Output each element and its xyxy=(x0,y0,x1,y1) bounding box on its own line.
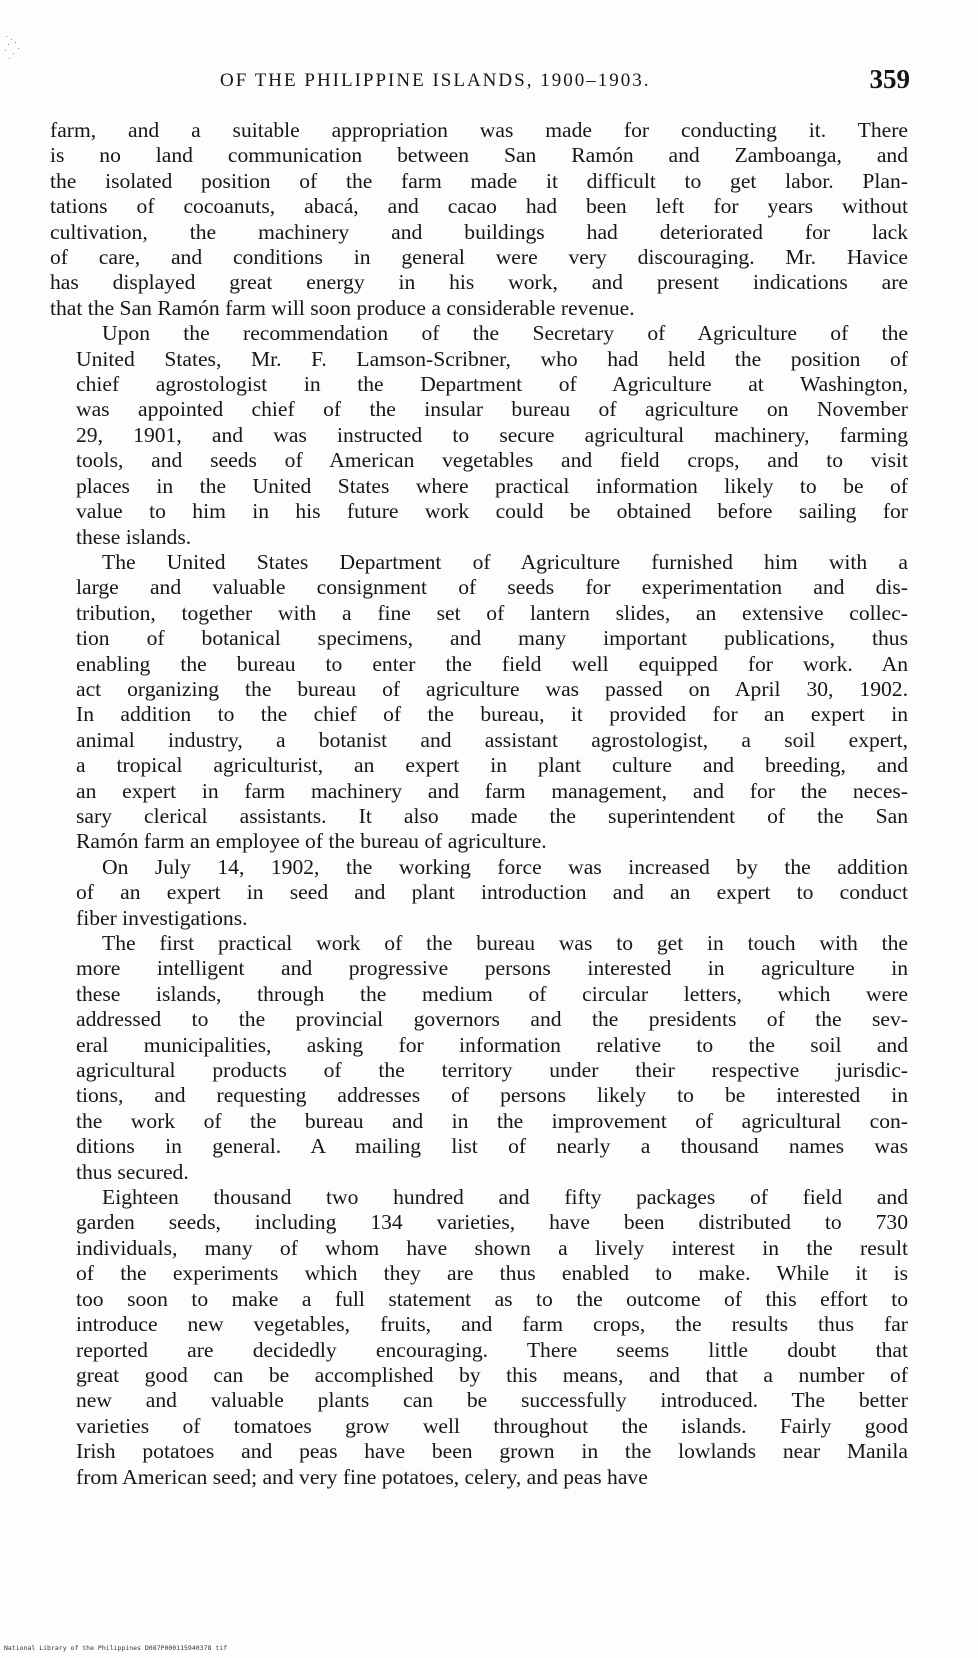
text-line: of the experiments which they are thus enabled to make. While it is xyxy=(76,1261,908,1286)
paragraph xyxy=(50,931,908,1185)
text-line: more intelligent and progressive persons interested in agriculture in xyxy=(76,956,908,981)
text-line: of care, and conditions in general were very discouraging. Mr. Havice xyxy=(50,245,908,270)
text-line: animal industry, a botanist and assistant agrostologist, a soil expert, xyxy=(76,727,908,752)
text-line: Upon the recommendation of the Secretary of Agriculture of the xyxy=(102,321,908,346)
text-line: too soon to make a full statement as to the outcome of this effort to xyxy=(76,1286,908,1311)
text-line: agricultural products of the territory under their respective jurisdic- xyxy=(76,1058,908,1083)
paragraph xyxy=(50,1185,908,1490)
text-line: eral municipalities, asking for information relative to the soil and xyxy=(76,1032,908,1057)
text-line: thus secured. xyxy=(76,1159,189,1184)
text-line: 29, 1901, and was instructed to secure agricultural machinery, farming xyxy=(76,422,908,447)
scan-artifact-specks xyxy=(4,34,24,64)
text-line: from American seed; and very fine potatoes, celery, and peas have xyxy=(76,1464,648,1489)
text-line: tion of botanical specimens, and many important publications, thus xyxy=(76,626,908,651)
text-line: large and valuable consignment of seeds for experimentation and dis- xyxy=(76,575,908,600)
text-line: chief agrostologist in the Department of Agriculture at Washington, xyxy=(76,372,908,397)
text-line: enabling the bureau to enter the field well equipped for work. An xyxy=(76,651,908,676)
text-line: ditions in general. A mailing list of nearly a thousand names was xyxy=(76,1134,908,1159)
text-line: these islands, through the medium of circular letters, which were xyxy=(76,981,908,1006)
page-header xyxy=(50,64,910,100)
text-line: In addition to the chief of the bureau, it provided for an expert in xyxy=(76,702,908,727)
text-line: addressed to the provincial governors and the presidents of the sev- xyxy=(76,1007,908,1032)
text-line: United States, Mr. F. Lamson-Scribner, who had held the position of xyxy=(76,346,908,371)
text-line: Irish potatoes and peas have been grown in the lowlands near Manila xyxy=(76,1439,908,1464)
text-line: of an expert in seed and plant introduction and an expert to conduct xyxy=(76,880,908,905)
page-number: 359 xyxy=(869,64,910,94)
paragraph xyxy=(50,321,908,550)
text-line: The United States Department of Agriculture furnished him with a xyxy=(102,549,908,574)
text-line: farm, and a suitable appropriation was made for conducting it. There xyxy=(50,118,908,142)
text-line: varieties of tomatoes grow well throughout the islands. Fairly good xyxy=(76,1413,908,1438)
paragraph xyxy=(50,550,908,855)
text-line: The first practical work of the bureau was to get in touch with the xyxy=(102,931,908,955)
text-line: reported are decidedly encouraging. There seems little doubt that xyxy=(76,1337,908,1362)
text-line: cultivation, the machinery and buildings had deteriorated for lack xyxy=(50,219,908,244)
text-line: On July 14, 1902, the working force was increased by the addition xyxy=(102,854,908,879)
text-line: tools, and seeds of American vegetables and field crops, and to visit xyxy=(76,448,908,473)
paragraph xyxy=(50,118,908,321)
text-line: great good can be accomplished by this means, and that a number of xyxy=(76,1362,908,1387)
text-line: that the San Ramón farm will soon produce a considerable revenue. xyxy=(50,295,635,320)
text-line: tribution, together with a fine set of lantern slides, an extensive collec- xyxy=(76,600,908,625)
text-line: an expert in farm machinery and farm management, and for the neces- xyxy=(76,778,908,803)
text-line: the isolated position of the farm made it difficult to get labor. Plan- xyxy=(50,168,908,193)
text-line: garden seeds, including 134 varieties, have been distributed to 730 xyxy=(76,1210,908,1235)
text-line: is no land communication between San Ramón and Zamboanga, and xyxy=(50,143,908,168)
text-line: a tropical agriculturist, an expert in plant culture and breeding, and xyxy=(76,753,908,778)
running-head: OF THE PHILIPPINE ISLANDS, 1900–1903. xyxy=(220,70,651,91)
paragraph xyxy=(50,855,908,931)
text-line: sary clerical assistants. It also made the superintendent of the San xyxy=(76,803,908,828)
text-line: value to him in his future work could be obtained before sailing for xyxy=(76,499,908,524)
body-text xyxy=(50,118,908,1490)
text-line: tations of cocoanuts, abacá, and cacao had been left for years without xyxy=(50,194,908,219)
text-line: these islands. xyxy=(76,524,192,549)
text-line: new and valuable plants can be successfully introduced. The better xyxy=(76,1388,908,1413)
text-line: individuals, many of whom have shown a lively interest in the result xyxy=(76,1235,908,1260)
text-line: has displayed great energy in his work, and present indications are xyxy=(50,270,908,295)
text-line: Ramón farm an employee of the bureau of agriculture. xyxy=(76,829,547,854)
text-line: the work of the bureau and in the improvement of agricultural con- xyxy=(76,1108,908,1133)
text-line: act organizing the bureau of agriculture was passed on April 30, 1902. xyxy=(76,676,908,701)
scan-footer-label: National Library of the Philippines D087P000115940378 tif xyxy=(4,1644,228,1652)
text-line: fiber investigations. xyxy=(76,905,248,930)
text-line: tions, and requesting addresses of persons likely to be interested in xyxy=(76,1083,908,1108)
text-line: introduce new vegetables, fruits, and farm crops, the results thus far xyxy=(76,1312,908,1337)
text-line: was appointed chief of the insular bureau of agriculture on November xyxy=(76,397,908,422)
text-line: Eighteen thousand two hundred and fifty packages of field and xyxy=(102,1185,908,1210)
text-line: places in the United States where practical information likely to be of xyxy=(76,473,908,498)
